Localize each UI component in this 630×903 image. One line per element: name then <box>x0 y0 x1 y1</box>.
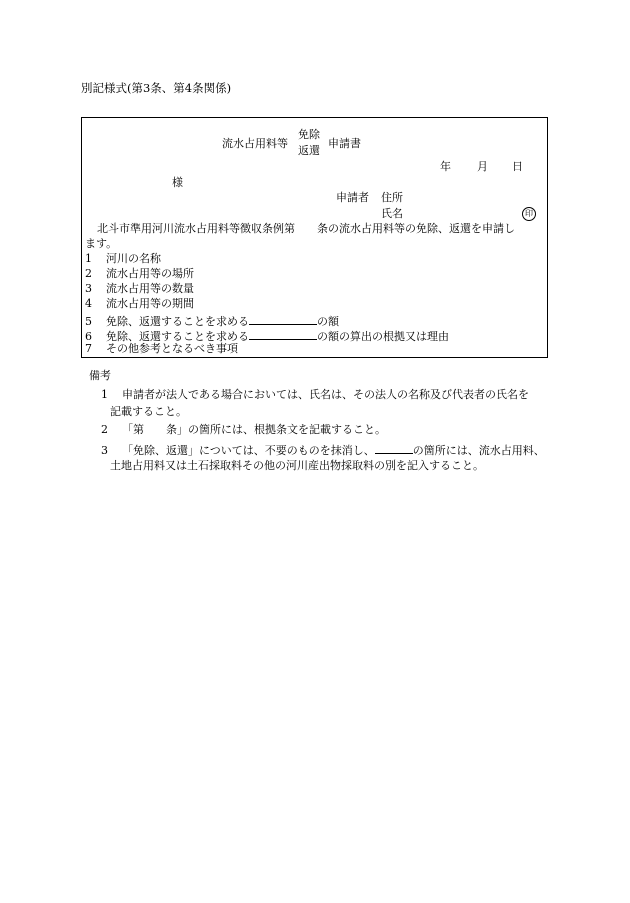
title-prefix: 流水占用料等 <box>222 137 288 150</box>
date-day-label: 日 <box>512 160 523 173</box>
title-option-refund: 返還 <box>298 144 320 157</box>
item-text: 流水占用等の場所 <box>106 267 194 280</box>
title-suffix: 申請書 <box>328 137 361 150</box>
addressee-suffix: 様 <box>172 176 183 189</box>
list-item: 1 河川の名称 <box>85 252 161 265</box>
applicant-label: 申請者 <box>336 191 369 204</box>
item-text: の額の算出の根拠又は理由 <box>317 330 449 343</box>
item-text: 免除、返還することを求める <box>106 330 249 343</box>
list-item: 2 流水占用等の場所 <box>85 267 194 280</box>
list-item: 6 免除、返還することを求める の額の算出の根拠又は理由 <box>85 330 449 343</box>
list-item: 4 流水占用等の期間 <box>85 297 194 310</box>
date-month-label: 月 <box>477 160 488 173</box>
list-item: 5 免除、返還することを求める の額 <box>85 315 339 328</box>
item-text: その他参考となるべき事項 <box>106 342 238 355</box>
title-option-exempt: 免除 <box>298 128 320 141</box>
form-id: 別記様式(第3条、第4条関係) <box>81 81 232 95</box>
note-3-line-1: 3 「免除、返還」については、不要のものを抹消し、 の箇所には、流水占用料、 <box>101 444 545 457</box>
body-line-1 <box>97 223 515 234</box>
note-1-line-1: 1 申請者が法人である場合においては、氏名は、その法人の名称及び代表者の氏名を <box>101 388 529 401</box>
blank-line <box>375 442 413 454</box>
item-text: の額 <box>317 315 339 328</box>
note-3-line-2: 土地占用料又は土石採取料その他の河川産出物採取料の別を記入すること。 <box>110 459 484 472</box>
body-line-1-part-2: 条の流水占用料等の免除、返還を申請し <box>317 222 515 235</box>
note-1-line-2: 記載すること。 <box>110 405 187 418</box>
address-label: 住所 <box>381 191 403 204</box>
body-line-2: ます。 <box>85 237 118 250</box>
item-text: 免除、返還することを求める <box>106 315 249 328</box>
notes-heading: 備考 <box>89 369 111 382</box>
date-year-label: 年 <box>440 160 451 173</box>
seal-mark <box>522 207 536 221</box>
blank-line <box>249 328 317 340</box>
item-text: 河川の名称 <box>106 252 161 265</box>
list-item: 3 流水占用等の数量 <box>85 282 194 295</box>
item-text: 流水占用等の期間 <box>106 297 194 310</box>
name-label: 氏名 <box>381 207 403 220</box>
note-2: 2 「第 条」の箇所には、根拠条文を記載すること。 <box>101 423 386 436</box>
item-text: 流水占用等の数量 <box>106 282 194 295</box>
blank-line <box>249 313 317 325</box>
list-item: 7 その他参考となるべき事項 <box>85 342 238 355</box>
seal-text: 印 <box>522 207 536 221</box>
body-line-1-part-1: 北斗市準用河川流水占用料等徴収条例第 <box>97 222 295 235</box>
